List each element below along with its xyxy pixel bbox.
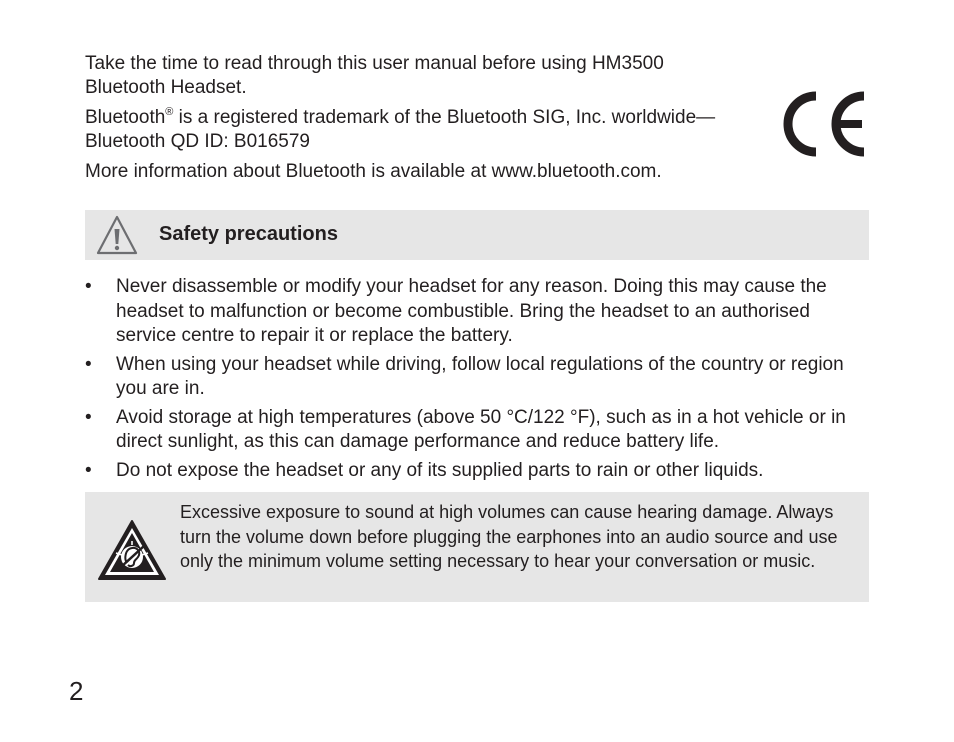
registered-mark: ® xyxy=(165,106,174,118)
safety-precautions-header xyxy=(85,210,869,260)
trademark-paragraph xyxy=(85,106,745,154)
list-item xyxy=(85,353,869,402)
bullet: • xyxy=(85,353,92,375)
intro-paragraph: Take the time to read through this user manual before using HM3500 Bluetooth Headset. xyxy=(85,53,664,98)
safety-precautions-title: Safety precautions xyxy=(159,223,338,245)
bullet: • xyxy=(85,459,92,481)
list-item-text: Never disassemble or modify your headset for any reason. Doing this may cause the headset to malfunction or become combustible. Bring the headset to an authorised service centre to repair it or replace the battery. xyxy=(116,276,827,346)
bullet: • xyxy=(85,276,92,297)
warning-triangle-icon xyxy=(95,214,139,256)
safety-list xyxy=(85,275,869,487)
list-item xyxy=(85,275,869,349)
page-number: 2 xyxy=(69,676,84,706)
trademark-prefix: Bluetooth xyxy=(85,107,166,128)
list-item-text: Avoid storage at high temperatures (above 50 °C/122 °F), such as in a hot vehicle or in direct sunlight, as this can damage performance and reduce battery life. xyxy=(116,406,846,452)
ce-mark-icon xyxy=(778,88,872,160)
hearing-warning-text: Excessive exposure to sound at high volumes can cause hearing damage. Always turn the volume down before plugging the earphones into an audio source and use only the minimum volume setting necessary to hear your conversation or music. xyxy=(180,502,838,571)
more-info-paragraph: More information about Bluetooth is available at www.bluetooth.com. xyxy=(85,161,662,182)
intro-section xyxy=(85,52,745,190)
list-item xyxy=(85,459,869,484)
trademark-suffix: is a registered trademark of the Bluetooth SIG, Inc. worldwide—Bluetooth QD ID: B016579 xyxy=(85,107,716,152)
bullet: • xyxy=(85,406,92,428)
hearing-warning-box xyxy=(85,492,869,602)
list-item-text: When using your headset while driving, follow local regulations of the country or region you are in. xyxy=(116,353,844,399)
list-item xyxy=(85,406,869,455)
hearing-damage-warning-icon xyxy=(97,519,167,581)
list-item-text: Do not expose the headset or any of its supplied parts to rain or other liquids. xyxy=(116,459,764,481)
